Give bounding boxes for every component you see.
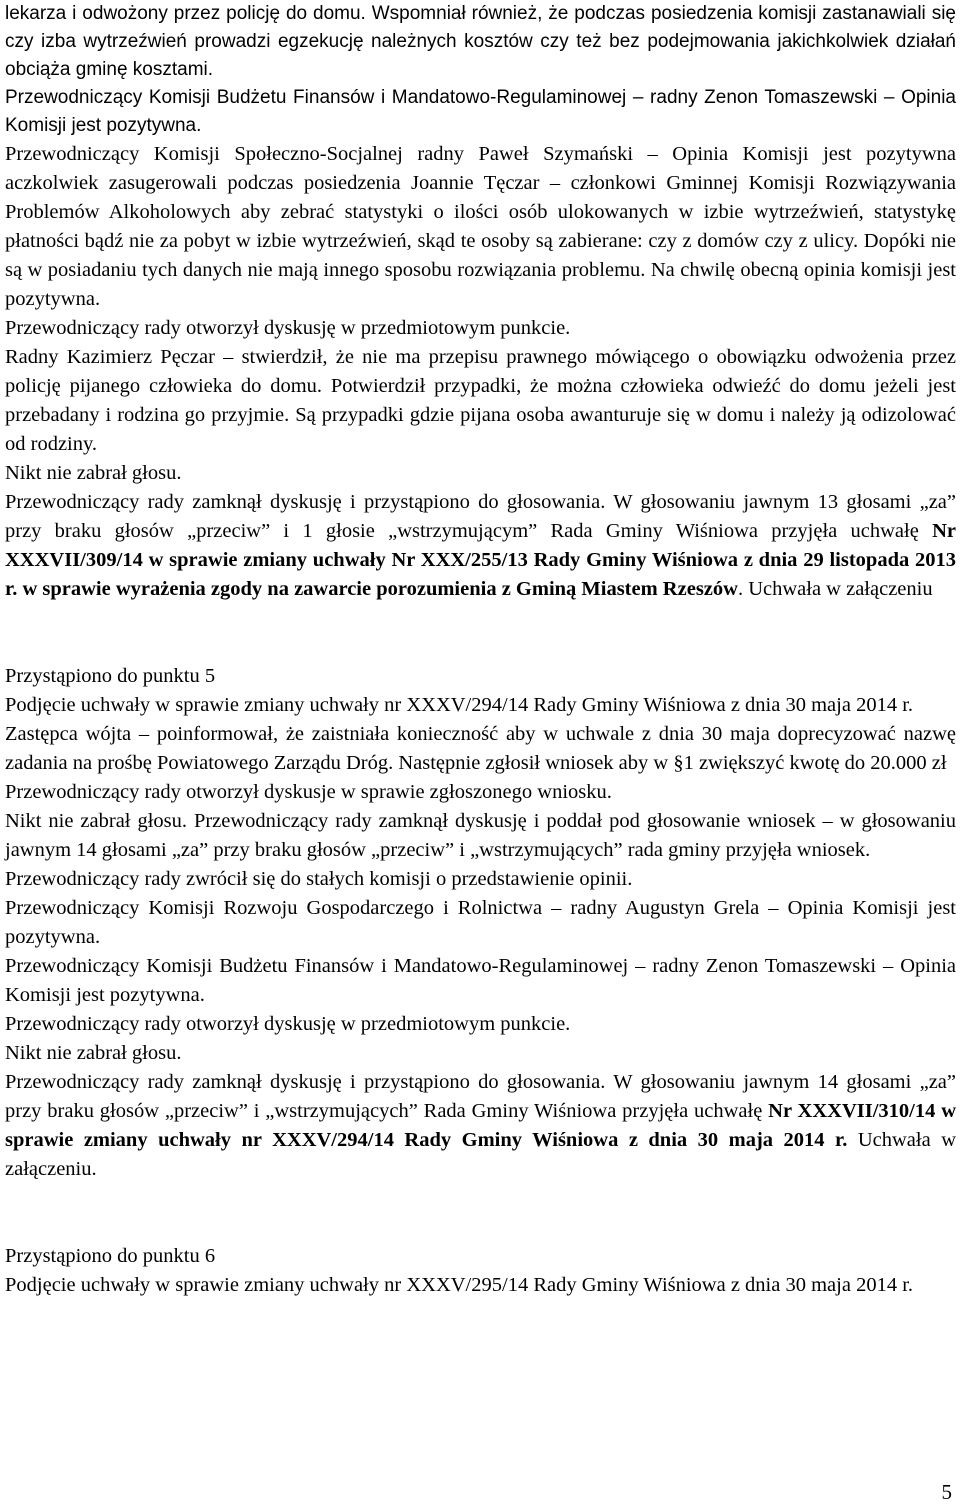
resolution-title: Nr XXXVII/309/14 w sprawie zmiany uchwały Nr XXX/255/13 Rady Gminy Wiśniowa z dnia 29 listopada 2013 r. w sprawie wyrażenia zgody na zawarcie porozumienia z Gminą Miastem Rzeszów [5,520,956,600]
vote-resolution-309 [5,488,956,604]
social-committee-opinion: Przewodniczący Komisji Społeczno-Socjalnej radny Paweł Szymański – Opinia Komisji jest pozytywna aczkolwiek zasugerowali podczas posiedzenia Joannie Tęczar – członkowi Gminnej Komisji Rozwiązywania Problemów Alkoholowych aby zebrać statystyki o ilości osób ulokowanych w izbie wytrzeźwień, statystykę płatności bądź nie za pobyt w izbie wytrzeźwień, skąd te osoby są zabierane: czy z domów czy z ulicy. Dopóki nie są w posiadaniu tych danych nie mają innego sposobu rozwiązania problemu. Na chwilę obecną opinia komisji jest pozytywna. [5,143,956,310]
discussion-opened: Przewodniczący rady otworzył dyskusję w przedmiotowym punkcie. [5,1013,571,1035]
discussion-opened: Przewodniczący rady otworzył dyskusję w przedmiotowym punkcie. [5,317,571,339]
page-number: 5 [941,1480,952,1504]
vote-text: Przewodniczący rady zamknął dyskusję i przystąpiono do głosowania. W głosowaniu jawnym 14 głosami „za” przy braku głosów „przeciw” i „wstrzymujących” Rada Gminy Wiśniowa przyjęła uchwałę [5,1071,956,1122]
committee-opinion-request: Przewodniczący rady zwrócił się do stałych komisji o przedstawienie opinii. [5,868,633,890]
vote-text: Przewodniczący rady zamknął dyskusję i przystąpiono do głosowania. W głosowaniu jawnym 13 głosami „za” przy braku głosów „przeciw” i 1 głosie „wstrzymującym” Rada Gminy Wiśniowa przyjęła uchwałę [5,491,956,542]
discussion-opened: Przewodniczący rady otworzył dyskusje w sprawie zgłoszonego wniosku. [5,781,612,803]
deputy-mayor-statement: Zastępca wójta – poinformował, że zaistniała konieczność aby w uchwale z dnia 30 maja doprecyzować nazwę zadania na prośbę Powiatowego Zarządu Dróg. Następnie zgłosił wniosek aby w §1 zwiększyć kwotę do 20.000 zł [5,723,956,774]
budget-committee-opinion: Przewodniczący Komisji Budżetu Finansów i Mandatowo-Regulaminowej – radny Zenon Tomaszewski – Opinia Komisji jest pozytywna. [5,87,956,136]
section-6-subject: Podjęcie uchwały w sprawie zmiany uchwały nr XXXV/295/14 Rady Gminy Wiśniowa z dnia 30 maja 2014 r. [5,1274,914,1296]
economic-committee-opinion: Przewodniczący Komisji Rozwoju Gospodarczego i Rolnictwa – radny Augustyn Grela – Opinia Komisji jest pozytywna. [5,897,956,948]
section-gap [5,1184,956,1242]
section-6-heading: Przystąpiono do punktu 6 [5,1245,216,1267]
resolution-title: Nr XXXVII/310/14 w sprawie zmiany uchwały nr XXXV/294/14 Rady Gminy Wiśniowa z dnia 30 maja 2014 r. [5,1100,956,1151]
vote-resolution-310 [5,1068,956,1184]
attachment-note: . Uchwała w załączeniu [737,578,933,600]
document-page [5,0,956,1300]
attachment-note: Uchwała w załączeniu. [5,1129,956,1180]
no-speakers: Nikt nie zabrał głosu. [5,462,182,484]
section-5-heading: Przystąpiono do punktu 5 [5,665,216,687]
section-gap [5,604,956,662]
intro-paragraph: lekarza i odwożony przez policję do domu. Wspomniał również, że podczas posiedzenia komisji zastanawiali się czy izba wytrzeźwień prowadzi egzekucję należnych kosztów czy też bez podejmowania jakichkolwiek działań obciąża gminę kosztami. [5,3,956,80]
no-speakers: Nikt nie zabrał głosu. [5,1042,182,1064]
motion-vote: Nikt nie zabrał głosu. Przewodniczący rady zamknął dyskusję i poddał pod głosowanie wniosek – w głosowaniu jawnym 14 głosami „za” przy braku głosów „przeciw” i „wstrzymujących” rada gminy przyjęła wniosek. [5,810,956,861]
councillor-statement: Radny Kazimierz Pęczar – stwierdził, że nie ma przepisu prawnego mówiącego o obowiązku odwożenia przez policję pijanego człowieka do domu. Potwierdził przypadki, że można człowieka odwieźć do domu jeżeli jest przebadany i rodzina go przyjmie. Są przypadki gdzie pijana osoba awanturuje się w domu i należy ją odizolować od rodziny. [5,346,956,455]
section-5-subject: Podjęcie uchwały w sprawie zmiany uchwały nr XXXV/294/14 Rady Gminy Wiśniowa z dnia 30 maja 2014 r. [5,694,914,716]
budget-committee-opinion: Przewodniczący Komisji Budżetu Finansów i Mandatowo-Regulaminowej – radny Zenon Tomaszewski – Opinia Komisji jest pozytywna. [5,955,956,1006]
